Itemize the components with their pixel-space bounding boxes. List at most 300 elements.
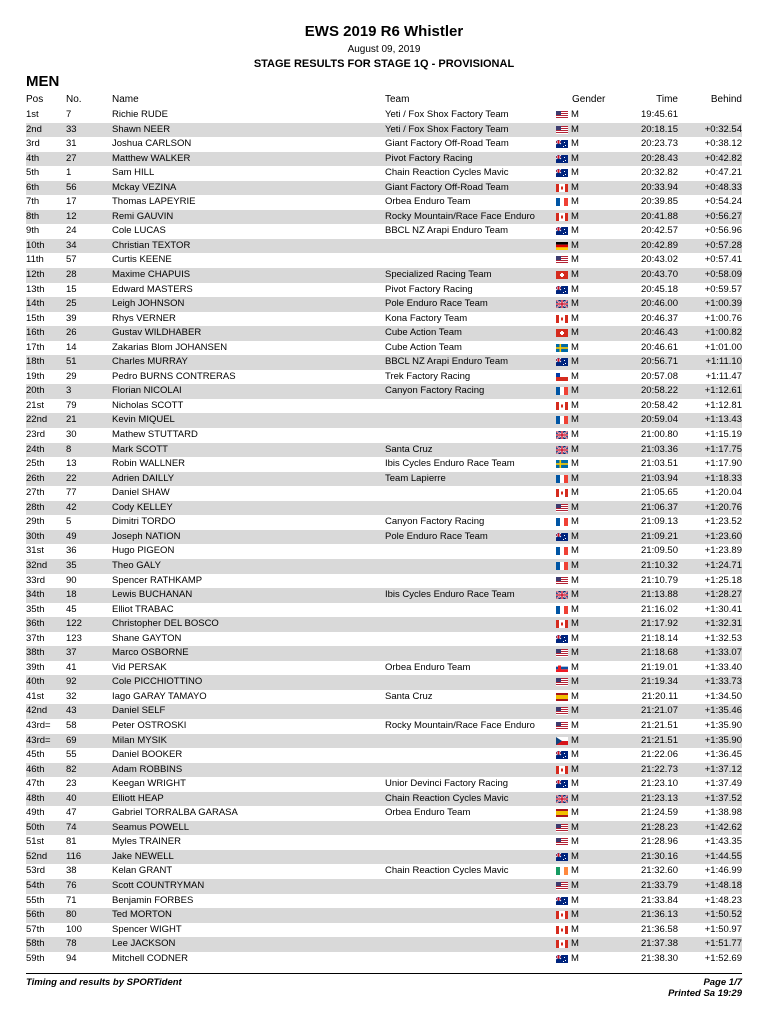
- bib-number-cell: 116: [66, 850, 82, 862]
- rank-cell: 28th: [26, 501, 45, 513]
- team-cell: Orbea Enduro Team: [385, 661, 471, 673]
- time-behind-cell: +1:35.90: [704, 719, 742, 731]
- table-row: [26, 384, 742, 399]
- gender-cell: M: [571, 254, 579, 266]
- bib-number-cell: 58: [66, 719, 77, 731]
- gender-cell: M: [571, 705, 579, 717]
- bib-number-cell: 90: [66, 574, 77, 586]
- rider-name-cell: Mathew STUTTARD: [112, 429, 198, 441]
- rank-cell: 16th: [26, 327, 45, 339]
- stage-time-cell: 21:37.38: [641, 938, 678, 950]
- table-row: [26, 297, 742, 312]
- rank-cell: 50th: [26, 821, 45, 833]
- team-cell: Pivot Factory Racing: [385, 283, 473, 295]
- gender-cell: M: [571, 719, 579, 731]
- bib-number-cell: 39: [66, 312, 77, 324]
- time-behind-cell: +1:23.89: [704, 545, 742, 557]
- rank-cell: 9th: [26, 225, 40, 237]
- rank-cell: 27th: [26, 487, 45, 499]
- table-row: [26, 268, 742, 283]
- stage-time-cell: 21:28.96: [641, 836, 678, 848]
- bib-number-cell: 22: [66, 472, 77, 484]
- gender-cell: M: [571, 341, 579, 353]
- time-behind-cell: +1:37.12: [704, 763, 742, 775]
- rank-cell: 47th: [26, 778, 45, 790]
- bib-number-cell: 38: [66, 865, 77, 877]
- gender-cell: M: [571, 879, 579, 891]
- stage-time-cell: 21:16.02: [641, 603, 678, 615]
- rider-name-cell: Cody KELLEY: [112, 501, 173, 513]
- rider-name-cell: Leigh JOHNSON: [112, 298, 185, 310]
- rank-cell: 4th: [26, 152, 40, 164]
- table-row: [26, 850, 742, 865]
- country-flag-icon: [556, 416, 568, 424]
- rider-name-cell: Myles TRAINER: [112, 836, 181, 848]
- table-row: [26, 283, 742, 298]
- gender-cell: M: [571, 545, 579, 557]
- stage-time-cell: 20:56.71: [641, 356, 678, 368]
- stage-time-cell: 19:45.61: [641, 109, 678, 120]
- country-flag-icon: [556, 606, 568, 614]
- stage-time-cell: 21:36.58: [641, 923, 678, 935]
- rider-name-cell: Lee JACKSON: [112, 938, 176, 950]
- table-row: [26, 588, 742, 603]
- time-behind-cell: +1:01.00: [704, 341, 742, 353]
- table-row: [26, 923, 742, 938]
- table-row: [26, 137, 742, 152]
- rider-name-cell: Milan MYSIK: [112, 734, 167, 746]
- table-row: [26, 312, 742, 327]
- gender-cell: M: [571, 530, 579, 542]
- country-flag-icon: [556, 504, 568, 512]
- gender-cell: M: [571, 850, 579, 862]
- team-cell: Chain Reaction Cycles Mavic: [385, 865, 509, 877]
- stage-time-cell: 21:03.94: [641, 472, 678, 484]
- table-row: [26, 195, 742, 210]
- col-team: Team: [385, 94, 410, 105]
- stage-time-cell: 21:32.60: [641, 865, 678, 877]
- bib-number-cell: 45: [66, 603, 77, 615]
- stage-time-cell: 21:20.11: [641, 690, 678, 702]
- time-behind-cell: +0:56.96: [704, 225, 742, 237]
- time-behind-cell: +1:11.10: [705, 356, 742, 368]
- rank-cell: 34th: [26, 589, 45, 601]
- time-behind-cell: +1:18.33: [704, 472, 742, 484]
- gender-cell: M: [571, 152, 579, 164]
- rank-cell: 30th: [26, 530, 45, 542]
- time-behind-cell: +0:57.28: [704, 239, 742, 251]
- rider-name-cell: Peter OSTROSKI: [112, 719, 187, 731]
- bib-number-cell: 82: [66, 763, 77, 775]
- gender-cell: M: [571, 138, 579, 150]
- table-row: [26, 806, 742, 821]
- rank-cell: 53rd: [26, 865, 46, 877]
- time-behind-cell: +1:46.99: [704, 865, 742, 877]
- rank-cell: 49th: [26, 807, 45, 819]
- country-flag-icon: [556, 766, 568, 774]
- rank-cell: 52nd: [26, 850, 48, 862]
- rank-cell: 46th: [26, 763, 45, 775]
- table-row: [26, 399, 742, 414]
- country-flag-icon: [556, 678, 568, 686]
- col-gender: Gender: [572, 94, 606, 105]
- table-row: [26, 704, 742, 719]
- country-flag-icon: [556, 533, 568, 541]
- stage-time-cell: 21:33.84: [641, 894, 678, 906]
- team-cell: Orbea Enduro Team: [385, 196, 471, 208]
- country-flag-icon: [556, 271, 568, 279]
- rider-name-cell: Spencer RATHKAMP: [112, 574, 203, 586]
- table-row: [26, 530, 742, 545]
- bib-number-cell: 18: [66, 589, 77, 601]
- stage-time-cell: 20:58.22: [641, 385, 678, 397]
- gender-cell: M: [571, 458, 579, 470]
- rank-cell: 19th: [26, 370, 45, 382]
- team-cell: Yeti / Fox Shox Factory Team: [385, 123, 509, 135]
- stage-time-cell: 20:43.02: [641, 254, 678, 266]
- country-flag-icon: [556, 940, 568, 948]
- stage-time-cell: 20:58.42: [641, 399, 678, 411]
- country-flag-icon: [556, 242, 568, 250]
- gender-cell: M: [571, 487, 579, 499]
- rank-cell: 18th: [26, 356, 45, 368]
- gender-cell: M: [571, 472, 579, 484]
- bib-number-cell: 29: [66, 370, 77, 382]
- stage-time-cell: 20:32.82: [641, 167, 678, 179]
- bib-number-cell: 8: [66, 443, 72, 455]
- table-row: [26, 952, 742, 967]
- team-cell: BBCL NZ Arapi Enduro Team: [385, 225, 509, 237]
- table-row: [26, 108, 742, 123]
- bib-number-cell: 7: [66, 109, 72, 120]
- table-row: [26, 413, 742, 428]
- table-header: [26, 94, 742, 106]
- country-flag-icon: [556, 809, 568, 817]
- country-flag-icon: [556, 213, 568, 221]
- time-behind-cell: +0:54.24: [704, 196, 742, 208]
- country-flag-icon: [556, 387, 568, 395]
- time-behind-cell: +1:12.81: [704, 399, 742, 411]
- rank-cell: 54th: [26, 879, 45, 891]
- bib-number-cell: 74: [66, 821, 77, 833]
- category-heading: MEN: [26, 73, 60, 90]
- time-behind-cell: +1:28.27: [704, 589, 742, 601]
- stage-time-cell: 21:13.88: [641, 589, 678, 601]
- bib-number-cell: 40: [66, 792, 77, 804]
- time-behind-cell: +1:32.53: [704, 632, 742, 644]
- rank-cell: 23rd: [26, 429, 46, 441]
- rank-cell: 15th: [26, 312, 45, 324]
- bib-number-cell: 94: [66, 952, 77, 964]
- gender-cell: M: [571, 763, 579, 775]
- team-cell: Team Lapierre: [385, 472, 446, 484]
- bib-number-cell: 49: [66, 530, 77, 542]
- time-behind-cell: +1:51.77: [704, 938, 742, 950]
- country-flag-icon: [556, 911, 568, 919]
- stage-time-cell: 21:21.51: [641, 719, 678, 731]
- country-flag-icon: [556, 256, 568, 264]
- gender-cell: M: [571, 327, 579, 339]
- rank-cell: 6th: [26, 181, 40, 193]
- rider-name-cell: Kelan GRANT: [112, 865, 173, 877]
- country-flag-icon: [556, 751, 568, 759]
- rider-name-cell: Dimitri TORDO: [112, 516, 176, 528]
- rider-name-cell: Daniel SHAW: [112, 487, 170, 499]
- table-row: [26, 661, 742, 676]
- gender-cell: M: [571, 589, 579, 601]
- rider-name-cell: Theo GALY: [112, 559, 161, 571]
- stage-time-cell: 20:46.37: [641, 312, 678, 324]
- country-flag-icon: [556, 286, 568, 294]
- time-behind-cell: +1:42.62: [704, 821, 742, 833]
- country-flag-icon: [556, 300, 568, 308]
- gender-cell: M: [571, 385, 579, 397]
- rank-cell: 21st: [26, 399, 44, 411]
- gender-cell: M: [571, 312, 579, 324]
- rider-name-cell: Jake NEWELL: [112, 850, 174, 862]
- country-flag-icon: [556, 489, 568, 497]
- table-row: [26, 617, 742, 632]
- stage-time-cell: 21:33.79: [641, 879, 678, 891]
- bib-number-cell: 28: [66, 269, 77, 281]
- team-cell: Chain Reaction Cycles Mavic: [385, 792, 509, 804]
- table-row: [26, 719, 742, 734]
- rank-cell: 29th: [26, 516, 45, 528]
- rank-cell: 31st: [26, 545, 44, 557]
- rank-cell: 55th: [26, 894, 45, 906]
- table-row: [26, 821, 742, 836]
- country-flag-icon: [556, 140, 568, 148]
- rank-cell: 35th: [26, 603, 45, 615]
- gender-cell: M: [571, 618, 579, 630]
- table-row: [26, 864, 742, 879]
- rider-name-cell: Daniel SELF: [112, 705, 166, 717]
- bib-number-cell: 55: [66, 749, 77, 761]
- stage-time-cell: 20:42.57: [641, 225, 678, 237]
- rider-name-cell: Gabriel TORRALBA GARASA: [112, 807, 238, 819]
- bib-number-cell: 100: [66, 923, 82, 935]
- time-behind-cell: +0:47.21: [704, 167, 742, 179]
- country-flag-icon: [556, 882, 568, 890]
- rank-cell: 38th: [26, 647, 45, 659]
- col-no: No.: [66, 94, 82, 105]
- results-table: [26, 108, 742, 966]
- rank-cell: 3rd: [26, 138, 40, 150]
- team-cell: Ibis Cycles Enduro Race Team: [385, 589, 515, 601]
- time-behind-cell: +1:20.76: [704, 501, 742, 513]
- team-cell: Ibis Cycles Enduro Race Team: [385, 458, 515, 470]
- country-flag-icon: [556, 867, 568, 875]
- table-row: [26, 937, 742, 952]
- rank-cell: 43rd=: [26, 734, 51, 746]
- rider-name-cell: Seamus POWELL: [112, 821, 190, 833]
- country-flag-icon: [556, 155, 568, 163]
- time-behind-cell: +1:33.40: [704, 661, 742, 673]
- gender-cell: M: [571, 865, 579, 877]
- bib-number-cell: 15: [66, 283, 77, 295]
- bib-number-cell: 24: [66, 225, 77, 237]
- table-row: [26, 443, 742, 458]
- rider-name-cell: Richie RUDE: [112, 109, 168, 120]
- bib-number-cell: 71: [66, 894, 77, 906]
- rider-name-cell: Kevin MIQUEL: [112, 414, 175, 426]
- rank-cell: 48th: [26, 792, 45, 804]
- time-behind-cell: +0:58.09: [704, 269, 742, 281]
- rank-cell: 24th: [26, 443, 45, 455]
- time-behind-cell: +1:17.75: [704, 443, 742, 455]
- country-flag-icon: [556, 126, 568, 134]
- time-behind-cell: +1:44.55: [704, 850, 742, 862]
- stage-time-cell: 20:28.43: [641, 152, 678, 164]
- stage-time-cell: 20:41.88: [641, 210, 678, 222]
- rider-name-cell: Mckay VEZINA: [112, 181, 177, 193]
- stage-time-cell: 21:30.16: [641, 850, 678, 862]
- country-flag-icon: [556, 344, 568, 352]
- bib-number-cell: 36: [66, 545, 77, 557]
- rank-cell: 13th: [26, 283, 45, 295]
- time-behind-cell: +1:32.31: [704, 618, 742, 630]
- gender-cell: M: [571, 181, 579, 193]
- country-flag-icon: [556, 329, 568, 337]
- bib-number-cell: 123: [66, 632, 82, 644]
- gender-cell: M: [571, 734, 579, 746]
- bib-number-cell: 79: [66, 399, 77, 411]
- country-flag-icon: [556, 591, 568, 599]
- gender-cell: M: [571, 123, 579, 135]
- bib-number-cell: 37: [66, 647, 77, 659]
- rider-name-cell: Rhys VERNER: [112, 312, 176, 324]
- stage-time-cell: 21:19.34: [641, 676, 678, 688]
- time-behind-cell: +1:23.52: [704, 516, 742, 528]
- team-cell: Orbea Enduro Team: [385, 807, 471, 819]
- country-flag-icon: [556, 402, 568, 410]
- gender-cell: M: [571, 574, 579, 586]
- rank-cell: 39th: [26, 661, 45, 673]
- time-behind-cell: +1:20.04: [704, 487, 742, 499]
- rider-name-cell: Gustav WILDHABER: [112, 327, 202, 339]
- stage-time-cell: 21:17.92: [641, 618, 678, 630]
- stage-time-cell: 20:33.94: [641, 181, 678, 193]
- rider-name-cell: Florian NICOLAI: [112, 385, 182, 397]
- rank-cell: 33rd: [26, 574, 46, 586]
- rider-name-cell: Adrien DAILLY: [112, 472, 175, 484]
- rider-name-cell: Cole PICCHIOTTINO: [112, 676, 203, 688]
- gender-cell: M: [571, 109, 579, 120]
- time-behind-cell: +1:30.41: [704, 603, 742, 615]
- table-row: [26, 763, 742, 778]
- table-row: [26, 646, 742, 661]
- bib-number-cell: 31: [66, 138, 77, 150]
- country-flag-icon: [556, 358, 568, 366]
- gender-cell: M: [571, 894, 579, 906]
- rider-name-cell: Mitchell CODNER: [112, 952, 189, 964]
- table-row: [26, 894, 742, 909]
- time-behind-cell: +1:34.50: [704, 690, 742, 702]
- country-flag-icon: [556, 853, 568, 861]
- rank-cell: 58th: [26, 938, 45, 950]
- rider-name-cell: Spencer WIGHT: [112, 923, 182, 935]
- gender-cell: M: [571, 399, 579, 411]
- table-row: [26, 748, 742, 763]
- bib-number-cell: 80: [66, 909, 77, 921]
- bib-number-cell: 35: [66, 559, 77, 571]
- rider-name-cell: Adam ROBBINS: [112, 763, 183, 775]
- rider-name-cell: Curtis KEENE: [112, 254, 172, 266]
- gender-cell: M: [571, 429, 579, 441]
- rank-cell: 14th: [26, 298, 45, 310]
- team-cell: Giant Factory Off-Road Team: [385, 138, 509, 150]
- stage-time-cell: 21:28.23: [641, 821, 678, 833]
- stage-time-cell: 21:23.13: [641, 792, 678, 804]
- table-row: [26, 486, 742, 501]
- bib-number-cell: 23: [66, 778, 77, 790]
- table-row: [26, 326, 742, 341]
- time-behind-cell: +0:38.12: [704, 138, 742, 150]
- table-row: [26, 457, 742, 472]
- gender-cell: M: [571, 443, 579, 455]
- bib-number-cell: 43: [66, 705, 77, 717]
- table-row: [26, 632, 742, 647]
- stage-time-cell: 20:59.04: [641, 414, 678, 426]
- rider-name-cell: Christopher DEL BOSCO: [112, 618, 219, 630]
- rank-cell: 11th: [26, 254, 44, 266]
- stage-time-cell: 20:46.00: [641, 298, 678, 310]
- stage-time-cell: 21:38.30: [641, 952, 678, 964]
- gender-cell: M: [571, 690, 579, 702]
- team-cell: Rocky Mountain/Race Face Enduro: [385, 719, 535, 731]
- bib-number-cell: 3: [66, 385, 72, 397]
- bib-number-cell: 69: [66, 734, 77, 746]
- bib-number-cell: 77: [66, 487, 77, 499]
- table-row: [26, 341, 742, 356]
- rider-name-cell: Scott COUNTRYMAN: [112, 879, 205, 891]
- rider-name-cell: Daniel BOOKER: [112, 749, 183, 761]
- stage-time-cell: 20:57.08: [641, 370, 678, 382]
- table-row: [26, 370, 742, 385]
- stage-time-cell: 21:19.01: [641, 661, 678, 673]
- rider-name-cell: Mark SCOTT: [112, 443, 168, 455]
- bib-number-cell: 17: [66, 196, 77, 208]
- country-flag-icon: [556, 547, 568, 555]
- rider-name-cell: Lewis BUCHANAN: [112, 589, 193, 601]
- gender-cell: M: [571, 778, 579, 790]
- rider-name-cell: Joseph NATION: [112, 530, 181, 542]
- rank-cell: 7th: [26, 196, 40, 208]
- country-flag-icon: [556, 664, 568, 672]
- rider-name-cell: Maxime CHAPUIS: [112, 269, 191, 281]
- rank-cell: 10th: [26, 239, 45, 251]
- gender-cell: M: [571, 661, 579, 673]
- country-flag-icon: [556, 184, 568, 192]
- time-behind-cell: +1:15.19: [704, 429, 742, 441]
- stage-time-cell: 20:42.89: [641, 239, 678, 251]
- gender-cell: M: [571, 414, 579, 426]
- bib-number-cell: 92: [66, 676, 77, 688]
- table-row: [26, 253, 742, 268]
- gender-cell: M: [571, 632, 579, 644]
- rider-name-cell: Shawn NEER: [112, 123, 171, 135]
- rider-name-cell: Benjamin FORBES: [112, 894, 194, 906]
- country-flag-icon: [556, 722, 568, 730]
- gender-cell: M: [571, 603, 579, 615]
- country-flag-icon: [556, 198, 568, 206]
- rank-cell: 12th: [26, 269, 45, 281]
- gender-cell: M: [571, 952, 579, 964]
- team-cell: Unior Devinci Factory Racing: [385, 778, 509, 790]
- rank-cell: 2nd: [26, 123, 42, 135]
- rank-cell: 56th: [26, 909, 45, 921]
- bib-number-cell: 13: [66, 458, 77, 470]
